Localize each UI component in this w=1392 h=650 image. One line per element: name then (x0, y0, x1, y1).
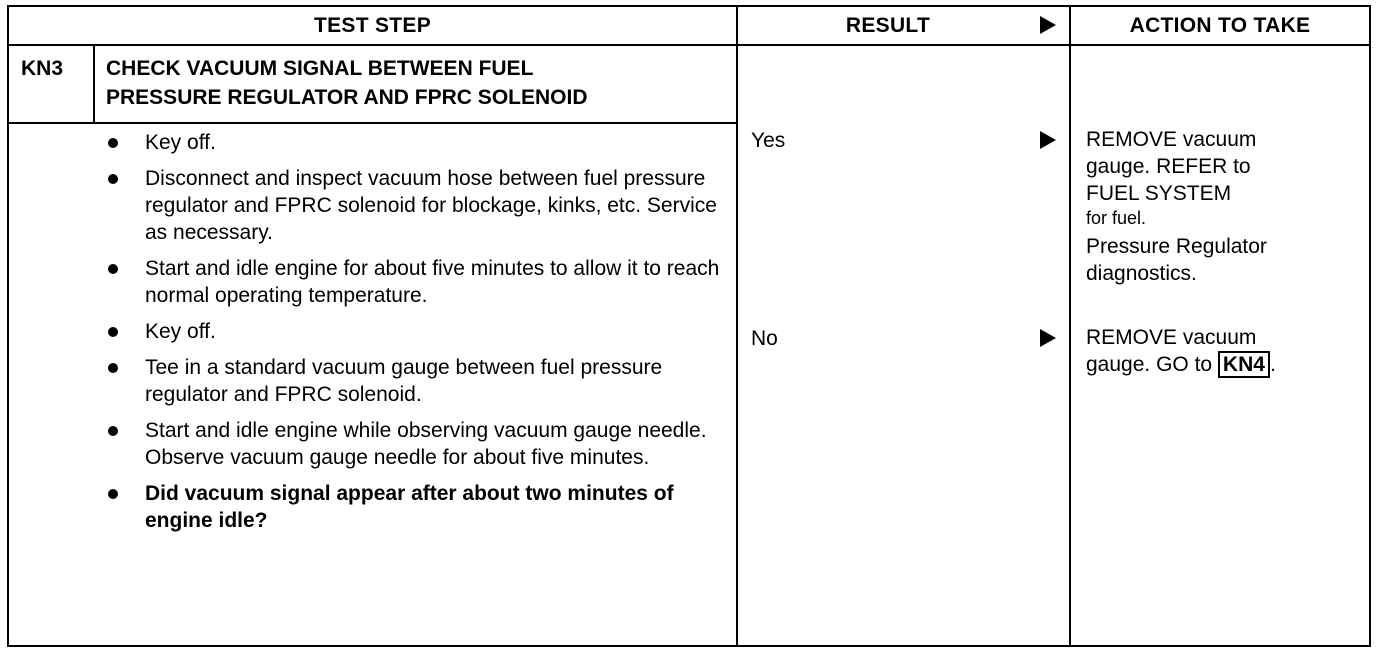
diagnostic-table (7, 5, 1371, 647)
divider-result-action (1069, 7, 1071, 645)
procedure-text: Key off. (145, 320, 216, 343)
action-no-line: REMOVE vacuum (1086, 326, 1257, 349)
header-result: RESULT (845, 13, 931, 37)
procedure-step (101, 255, 731, 309)
bullet-icon (108, 327, 118, 337)
header-arrow-icon (1040, 16, 1056, 34)
procedure-text: Tee in a standard vacuum gauge between fuel pressure regulator and FPRC solenoid. (145, 356, 663, 406)
bullet-icon (108, 426, 118, 436)
action-no-line (1086, 351, 1366, 378)
procedure-step (101, 129, 731, 156)
action-yes-line: Pressure Regulator (1086, 235, 1267, 258)
action-no-prefix: gauge. GO to (1086, 353, 1218, 376)
step-id: KN3 (21, 57, 64, 80)
action-no-suffix: . (1269, 353, 1276, 376)
step-ref-link[interactable]: KN4 (1218, 351, 1270, 378)
procedure-question (101, 480, 731, 534)
procedure-text: Start and idle engine for about five minutes to allow it to reach normal operating temperature. (145, 257, 720, 307)
procedure-list (101, 129, 731, 543)
procedure-text: Start and idle engine while observing vacuum gauge needle. Observe vacuum gauge needle for about five minutes. (145, 419, 707, 469)
yes-arrow-icon (1040, 131, 1056, 149)
header-underline (9, 44, 1369, 46)
result-no: No (751, 327, 778, 350)
action-no (1086, 324, 1366, 378)
action-yes-line: gauge. REFER to (1086, 155, 1251, 178)
action-yes-line: REMOVE vacuum (1086, 128, 1257, 151)
action-yes-ref-title: FUEL SYSTEM (1086, 182, 1232, 205)
bullet-icon (108, 138, 118, 148)
bullet-icon (108, 174, 118, 184)
header-action: ACTION TO TAKE (1129, 13, 1311, 37)
header-test-step: TEST STEP (313, 13, 432, 37)
step-title (106, 54, 726, 112)
bullet-icon (108, 489, 118, 499)
procedure-step (101, 318, 731, 345)
procedure-text: Did vacuum signal appear after about two minutes of engine idle? (145, 482, 674, 532)
bullet-icon (108, 363, 118, 373)
procedure-step (101, 417, 731, 471)
step-title-line2: PRESSURE REGULATOR AND FPRC SOLENOID (106, 86, 588, 109)
action-yes-line: diagnostics. (1086, 262, 1197, 285)
action-yes-line: for fuel. (1086, 208, 1147, 228)
bullet-icon (108, 264, 118, 274)
procedure-step (101, 165, 731, 246)
step-title-line1: CHECK VACUUM SIGNAL BETWEEN FUEL (106, 57, 534, 80)
step-title-underline (9, 122, 736, 124)
procedure-text: Key off. (145, 131, 216, 154)
no-arrow-icon (1040, 329, 1056, 347)
procedure-text: Disconnect and inspect vacuum hose between fuel pressure regulator and FPRC solenoid for blockage, kinks, etc. Service as necessary. (145, 167, 717, 244)
divider-step-id (93, 44, 95, 122)
divider-test-result (736, 7, 738, 645)
result-yes: Yes (751, 129, 786, 152)
procedure-step (101, 354, 731, 408)
action-yes (1086, 126, 1366, 287)
